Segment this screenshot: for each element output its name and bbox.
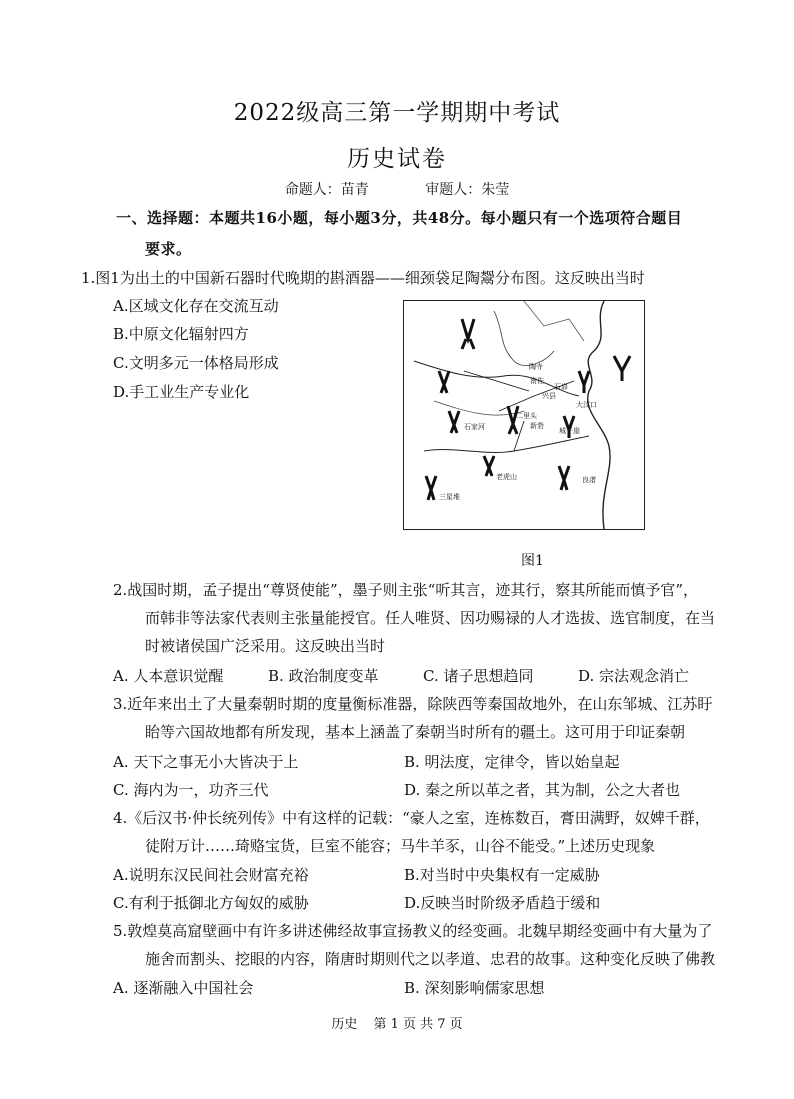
q5-stem-line2: 施舍而割头、挖眼的内容，隋唐时期则代之以孝道、忠君的故事。这种变化反映了佛教	[145, 950, 716, 968]
map-label-4: 二里头	[516, 412, 537, 420]
page-footer	[0, 1013, 794, 1032]
vessel-icon-ne	[614, 356, 630, 381]
exam-subtitle: 历史试卷	[347, 146, 447, 172]
q2-option-b: B. 政治制度变革	[268, 667, 379, 685]
q2-option-a: A. 人本意识觉醒	[113, 667, 224, 685]
q4-stem-line1: 4.《后汉书·仲长统列传》中有这样的记载：“豪人之室，连栋数百，膏田满野，奴婢千群，	[113, 809, 710, 827]
q1-option-d: D.手工业生产专业化	[113, 383, 250, 401]
q2-stem-line3: 时被诸侯国广泛采用。这反映出当时	[145, 637, 386, 655]
q1-option-b: B.中原文化辐射四方	[113, 325, 249, 343]
vessel-icon-w2	[449, 411, 459, 433]
q1-option-c: C.文明多元一体格局形成	[113, 354, 279, 372]
q5-option-a: A. 逐渐融入中国社会	[113, 979, 254, 997]
map-label-8: 石峁	[554, 383, 568, 391]
q2-stem-line2: 而韩非等法家代表则主张量能授官。任人唯贤、因功赐禄的人才选拔、选官制度，在当	[145, 609, 716, 627]
vessel-icon-center	[508, 406, 518, 434]
vessel-icon-e	[579, 371, 589, 393]
map-label-6: 良渚	[582, 476, 596, 484]
vessel-icon-nw	[462, 319, 474, 349]
footer-subject: 历史	[331, 1017, 358, 1032]
q3-stem-line2: 眙等六国故地都有所发现，基本上涵盖了秦朝当时所有的疆土。这可用于印证秦朝	[145, 723, 686, 741]
map-label-2: 南佐	[530, 377, 544, 385]
q2-option-c: C. 诸子思想趋同	[423, 667, 534, 685]
author-text: 命题人：苗青	[284, 182, 369, 198]
exam-makers	[0, 179, 794, 199]
vessel-icon-se2	[559, 466, 569, 490]
pottery-distribution-map	[403, 300, 645, 530]
q5-stem-line1: 5.敦煌莫高窟壁画中有许多讲述佛经故事宣扬教义的经变画。北魏早期经变画中有大量为了	[113, 922, 713, 940]
q4-stem-line2: 徒附万计……琦赂宝货，巨室不能容；马牛羊豕，山谷不能受。”上述历史现象	[145, 837, 656, 855]
map-label-1: 陶寺	[529, 363, 543, 371]
q2-stem-line1: 2.战国时期，孟子提出“尊贤使能”，墨子则主张“听其言，迹其行，察其所能而慎予官”，	[113, 581, 698, 599]
map-label-9: 石家河	[464, 423, 485, 431]
q3-option-b: B. 明法度，定律令，皆以始皇起	[404, 753, 620, 771]
q3-stem-line1: 3.近年来出土了大量秦朝时期的度量衡标准器，除陕西等秦国故地外，在山东邹城、江苏盱	[113, 695, 713, 713]
q4-option-d: D.反映当时阶级矛盾趋于缓和	[404, 894, 601, 912]
q3-option-d: D. 秦之所以革之者，其为制，公之大者也	[404, 781, 681, 799]
exam-title: 2022级高三第一学期期中考试	[233, 100, 561, 126]
q1-stem: 1.图1为出土的中国新石器时代晚期的斟酒器——细颈袋足陶鬶分布图。这反映出当时	[81, 269, 645, 287]
q1-option-a: A.区域文化存在交流互动	[113, 297, 279, 315]
map-label-7: 城子崖	[559, 427, 580, 435]
map-figure	[404, 301, 644, 529]
q3-option-c: C. 海内为一，功齐三代	[113, 781, 269, 799]
q4-option-c: C.有利于抵御北方匈奴的威胁	[113, 894, 309, 912]
vessel-icon-sw	[426, 476, 436, 500]
section-heading-line1: 一、选择题：本题共16小题，每小题3分，共48分。每小题只有一个选项符合题目	[116, 209, 683, 227]
q2-option-d: D. 宗法观念消亡	[578, 667, 690, 685]
map-label-5: 大汶口	[576, 401, 597, 409]
reviewer-text: 审题人：朱莹	[425, 182, 510, 198]
vessel-icon-w1	[439, 371, 449, 393]
section-heading-line2: 要求。	[145, 240, 192, 258]
q5-option-b: B. 深刻影响儒家思想	[404, 979, 545, 997]
map-label-12: 三星堆	[439, 493, 460, 501]
q4-option-b: B.对当时中央集权有一定威胁	[404, 866, 600, 884]
map-label-11: 新砦	[530, 422, 544, 430]
footer-page-number: 第 1 页 共 7 页	[373, 1017, 463, 1032]
map-label-3: 兴县	[542, 392, 556, 400]
q3-option-a: A. 天下之事无小大皆决于上	[113, 753, 299, 771]
q4-option-a: A.说明东汉民间社会财富充裕	[113, 866, 309, 884]
figure-caption: 图1	[521, 553, 544, 569]
map-label-10: 老虎山	[496, 473, 517, 481]
vessel-icon-s	[484, 456, 494, 476]
